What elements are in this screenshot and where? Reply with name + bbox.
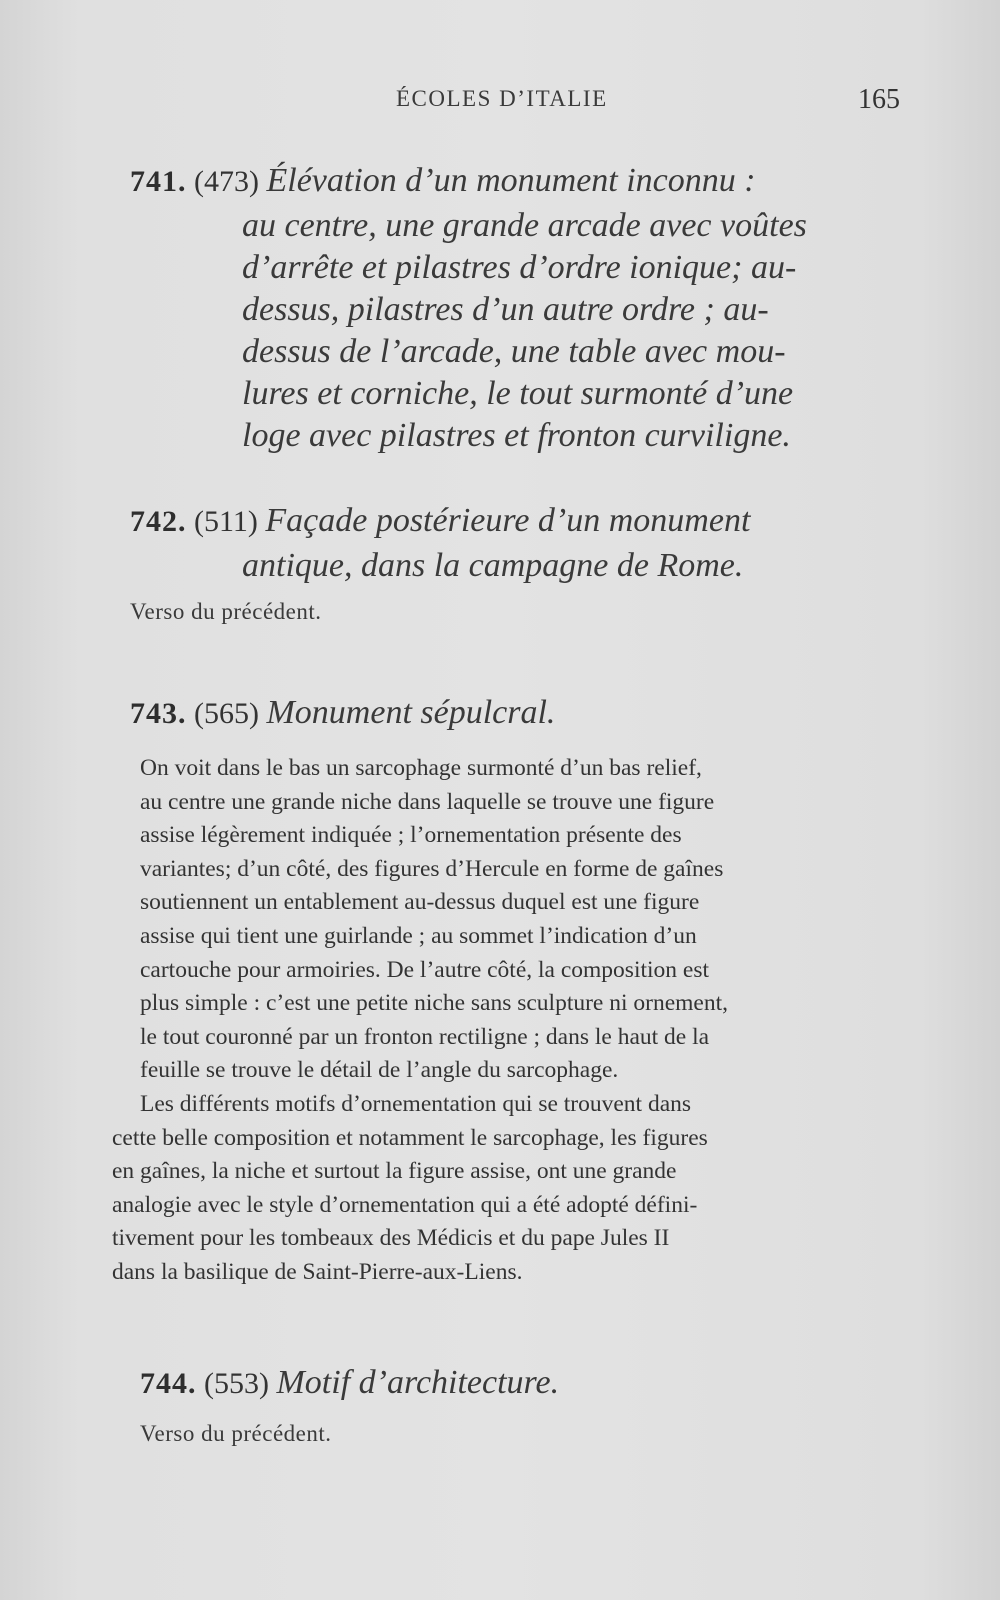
entry-title-line: Élévation d’un monument inconnu :	[266, 162, 756, 199]
text-line: assise légèrement indiquée ; l’ornementation présente des	[140, 822, 682, 849]
entry-title-continuation	[242, 205, 920, 457]
description-paragraph	[112, 752, 912, 1088]
entry-number: 742.	[130, 505, 187, 538]
entry-reference: (553)	[204, 1367, 269, 1400]
entry-heading	[130, 692, 920, 735]
entry-title-line: Façade postérieure d’un monument	[265, 502, 751, 539]
text-line: feuille se trouve le détail de l’angle du sarcophage.	[140, 1057, 619, 1084]
text-line: plus simple : c’est une petite niche sans sculpture ni ornement,	[140, 990, 729, 1017]
text-line: analogie avec le style d’ornementation qui a été adopté défini-	[112, 1191, 698, 1218]
entry-title-line: au centre, une grande arcade avec voûtes	[242, 207, 807, 244]
text-line: soutiennent un entablement au-dessus duquel est une figure	[140, 889, 700, 916]
catalog-entry-741	[130, 160, 920, 457]
entry-reference: (565)	[194, 697, 259, 730]
text-line: On voit dans le bas un sarcophage surmonté d’un bas relief,	[140, 755, 702, 781]
entry-title-line: dessus de l’arcade, une table avec mou-	[242, 333, 786, 370]
text-line: variantes; d’un côté, des figures d’Hercule en forme de gaînes	[140, 855, 724, 882]
text-line: assise qui tient une guirlande ; au sommet l’indication d’un	[140, 922, 697, 949]
text-line: dans la basilique de Saint-Pierre-aux-Liens.	[112, 1258, 523, 1285]
entry-number: 741.	[130, 165, 187, 198]
catalog-entry-744	[140, 1362, 930, 1447]
page-number: 165	[858, 84, 900, 115]
entry-title-line: antique, dans la campagne de Rome.	[242, 547, 744, 584]
description-paragraph	[112, 1088, 912, 1290]
entry-heading	[130, 500, 920, 543]
entry-number: 744.	[140, 1367, 197, 1400]
entry-title-line: loge avec pilastres et fronton curviligne.	[242, 417, 791, 454]
entry-heading	[130, 160, 920, 203]
entry-title-line: Motif d’architecture.	[276, 1364, 560, 1401]
entry-reference: (473)	[194, 165, 259, 198]
entry-title-continuation	[242, 545, 920, 587]
entry-title-line: dessus, pilastres d’un autre ordre ; au-	[242, 291, 769, 328]
text-line: Les différents motifs d’ornementation qui se trouvent dans	[140, 1090, 692, 1117]
entry-number: 743.	[130, 697, 187, 730]
entry-heading	[140, 1362, 930, 1405]
page-header	[0, 86, 1000, 126]
text-line: le tout couronné par un fronton rectiligne ; dans le haut de la	[140, 1023, 710, 1050]
entry-title-line: lures et corniche, le tout surmonté d’une	[242, 375, 794, 412]
entry-title-line: d’arrête et pilastres d’ordre ionique; au-	[242, 249, 797, 286]
text-line: tivement pour les tombeaux des Médicis et du pape Jules II	[112, 1225, 670, 1252]
entry-reference: (511)	[194, 505, 258, 538]
entry-note: Verso du précédent.	[140, 1421, 332, 1446]
text-line: au centre une grande niche dans laquelle se trouve une figure	[140, 788, 715, 815]
entry-title-line: Monument sépulcral.	[266, 694, 556, 731]
text-line: cette belle composition et notamment le sarcophage, les figures	[112, 1124, 708, 1151]
catalog-entry-743	[130, 692, 920, 735]
running-title: ÉCOLES D’ITALIE	[396, 86, 608, 111]
text-line: cartouche pour armoiries. De l’autre côté, la composition est	[140, 956, 710, 983]
entry-note: Verso du précédent.	[130, 599, 322, 624]
text-line: en gaînes, la niche et surtout la figure assise, ont une grande	[112, 1158, 677, 1185]
catalog-entry-742	[130, 500, 920, 625]
entry-743-description	[112, 752, 912, 1290]
